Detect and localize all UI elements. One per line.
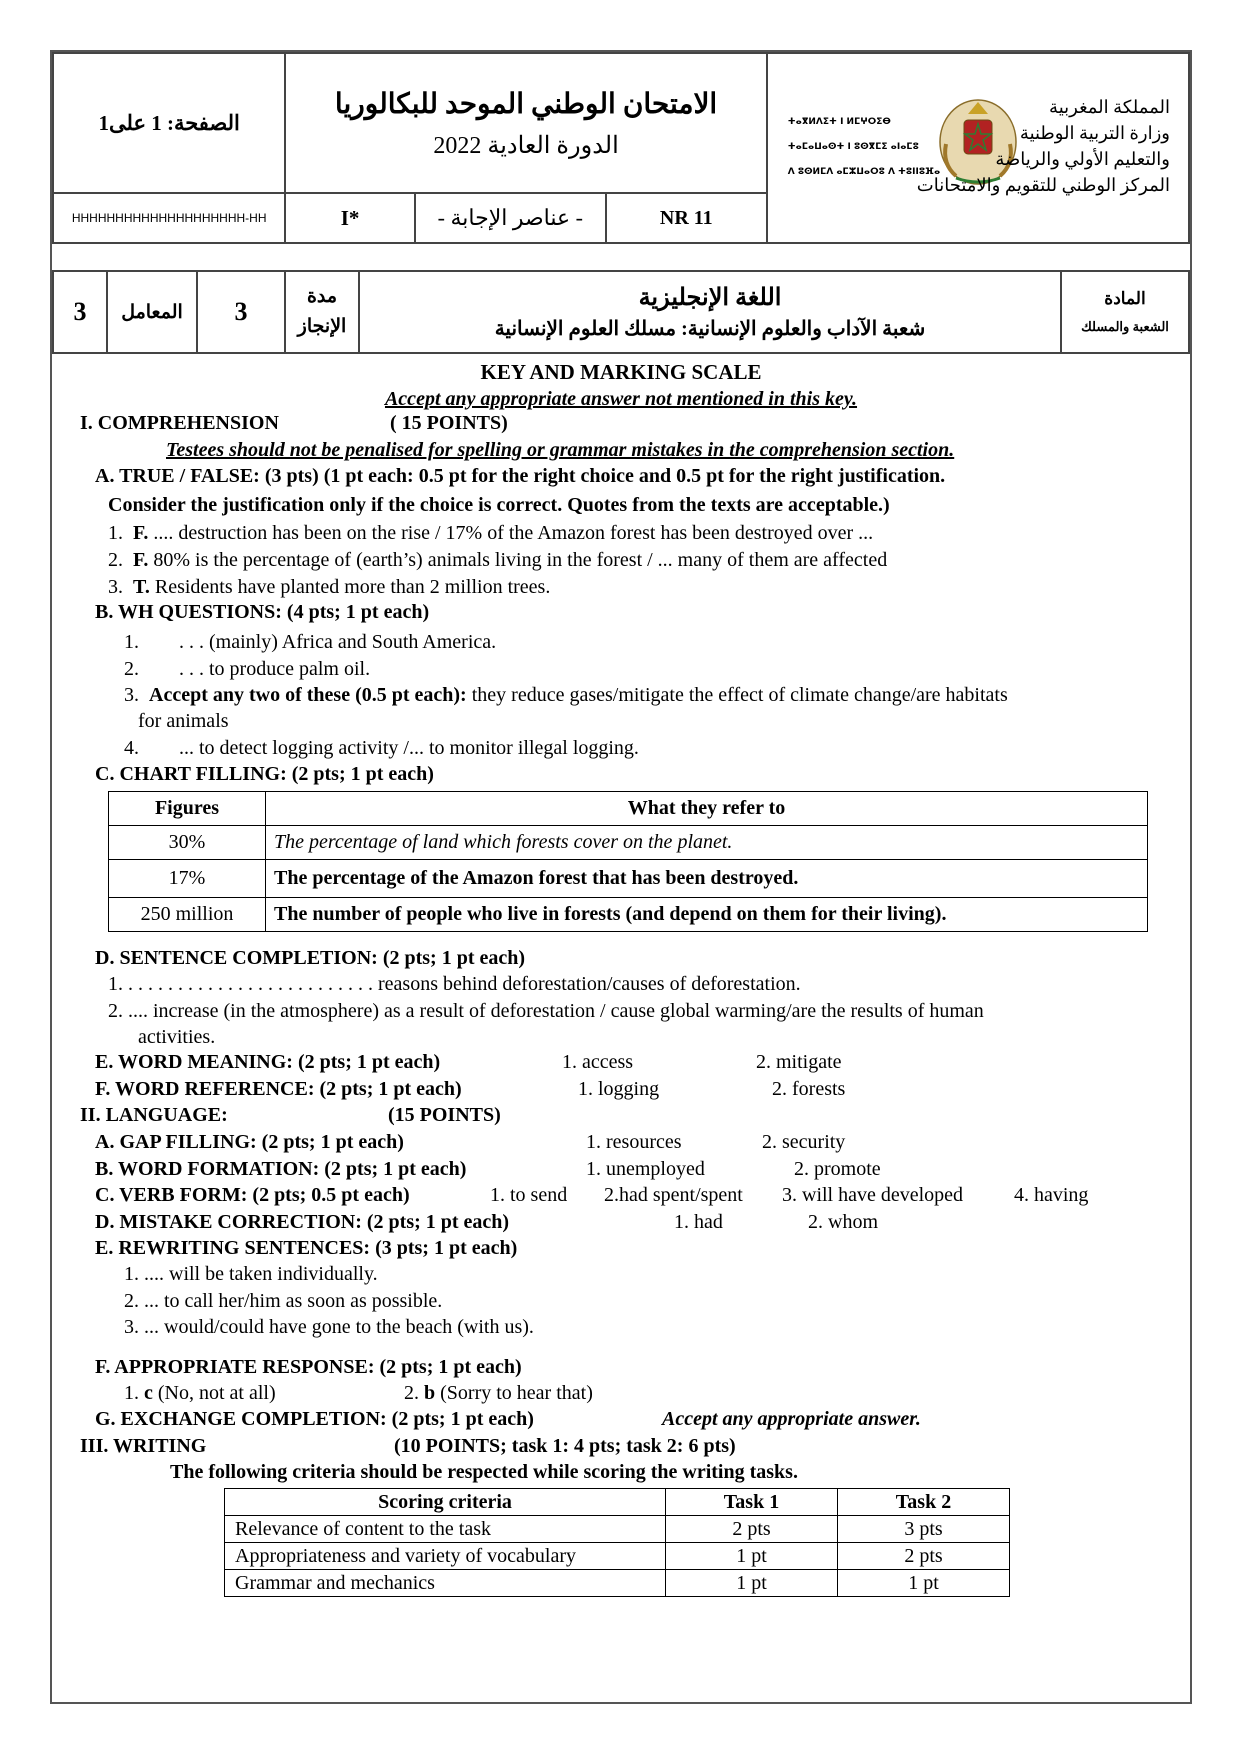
true-false-item-1: 1. F. .... destruction has been on the rise / 17% of the Amazon forest has been destroyed over ... [108,522,874,544]
score-header-criteria: Scoring criteria [225,1489,666,1516]
exam-code-hash: HHHHHHHHHHHHHHHHHHHH-HH [71,210,267,225]
true-false-item-2: 2. F. 80% is the percentage of (earth’s) animals living in the forest / ... many of them are affected [108,549,888,571]
section-3-points: (10 POINTS; task 1: 4 pts; task 2: 6 pts) [394,1435,736,1457]
appropriate-response-title: F. APPROPRIATE RESPONSE: (2 pts; 1 pt each) [95,1356,522,1378]
rewriting-title: E. REWRITING SENTENCES: (3 pts; 1 pt each) [95,1237,518,1259]
section-3-title: III. WRITING [80,1435,207,1457]
word-reference-title: F. WORD REFERENCE: (2 pts; 1 pt each) [95,1078,462,1100]
exchange-completion-title: G. EXCHANGE COMPLETION: (2 pts; 1 pt each) [95,1408,534,1430]
exam-session: الدورة العادية 2022 [433,132,619,159]
wh-item-4: 4. ... to detect logging activity /... to monitor illegal logging. [124,737,639,759]
answer-elements-label: - عناصر الإجابة - [437,205,583,230]
doc-title: KEY AND MARKING SCALE [480,360,762,384]
gap-filling-1: 1. resources [586,1131,682,1153]
subject-label: المادة [1104,289,1146,308]
wh-item-2: 2. . . . to produce palm oil. [124,658,371,680]
wh-item-3: 3. Accept any two of these (0.5 pt each): they reduce gases/mitigate the effect of climate change/are habitats [124,684,1008,706]
section-1-points: ( 15 POINTS) [390,412,508,434]
chart-row-ref: The percentage of the Amazon forest that has been destroyed. [266,860,1148,898]
word-formation-title: B. WORD FORMATION: (2 pts; 1 pt each) [95,1158,467,1180]
verb-form-3: 3. will have developed [782,1184,964,1206]
section-3-note: The following criteria should be respected while scoring the writing tasks. [170,1461,798,1483]
sentence-item-2-cont: activities. [138,1026,216,1048]
gap-filling-2: 2. security [762,1131,846,1153]
branch-name: شعبة الآداب والعلوم الإنسانية: مسلك العلوم الإنسانية [494,318,926,340]
chart-filling-title: C. CHART FILLING: (2 pts; 1 pt each) [95,763,434,785]
chart-row-figure: 17% [109,860,266,898]
word-meaning-title: E. WORD MEANING: (2 pts; 1 pt each) [95,1051,441,1073]
verb-form-2: 2.had spent/spent [604,1184,743,1206]
header-table [52,52,1190,244]
duration-value: 3 [234,297,248,326]
score-criterion: Grammar and mechanics [225,1570,666,1597]
gap-filling-title: A. GAP FILLING: (2 pts; 1 pt each) [95,1131,404,1153]
word-reference-2: 2. forests [772,1078,846,1100]
duration-label: مدة الإنجاز [297,286,347,337]
nr-code: NR 11 [659,206,713,229]
coefficient-label: المعامل [121,301,183,323]
section-1-title: I. COMPREHENSION [80,412,279,434]
word-meaning-2: 2. mitigate [756,1051,842,1073]
word-reference-1: 1. logging [578,1078,660,1100]
score-task1: 1 pt [666,1570,838,1597]
chart-table [108,791,1148,932]
score-criterion: Relevance of content to the task [225,1516,666,1543]
sentence-completion-title: D. SENTENCE COMPLETION: (2 pts; 1 pt each) [95,947,526,969]
score-header-task1: Task 1 [666,1489,838,1516]
score-header-task2: Task 2 [838,1489,1010,1516]
section-2-title: II. LANGUAGE: [80,1104,228,1126]
exam-title: الامتحان الوطني الموحد للبكالوريا [334,88,718,120]
exam-code-i: I* [340,205,360,230]
true-false-title: A. TRUE / FALSE: (3 pts) (1 pt each: 0.5 pt for the right choice and 0.5 pt for the right justification. [95,465,946,487]
rewriting-item-3: 3. ... would/could have gone to the beach (with us). [124,1316,534,1338]
score-task1: 2 pts [666,1516,838,1543]
chart-row-ref: The number of people who live in forests (and depend on them for their living). [266,898,1148,932]
ministry-header: المملكة المغربية وزارة التربية الوطنية والتعليم الأولي والرياضة المركز الوطني للتقويم والامتحانات [916,97,1170,195]
score-task1: 1 pt [666,1543,838,1570]
word-meaning-1: 1. access [562,1051,634,1073]
verb-form-1: 1. to send [490,1184,568,1206]
mistake-correction-2: 2. whom [808,1211,878,1233]
wh-item-3-cont: for animals [138,710,229,732]
appropriate-response-1: 1. c (No, not at all) [124,1382,276,1404]
subject-table [52,270,1190,354]
rewriting-item-2: 2. ... to call her/him as soon as possible. [124,1290,443,1312]
scoring-table [224,1488,1010,1597]
word-formation-2: 2. promote [794,1158,881,1180]
verb-form-4: 4. having [1014,1184,1089,1206]
rewriting-item-1: 1. .... will be taken individually. [124,1263,378,1285]
chart-row-ref: The percentage of land which forests cover on the planet. [266,826,1148,860]
tifinagh-header: ⵜⴰⴳⵍⴷⵉⵜ ⵏ ⵍⵎⵖⵔⵉⴱ ⵜⴰⵎⴰⵡⴰⵙⵜ ⵏ ⵓⵙⴳⵎⵉ ⴰⵏⴰⵎⵓ ⴷ ⵓⵙⵍⵎⴷ ⴰⵎⵣⵡⴰⵔⵓ ⴷ ⵜⵓⵏⵏⵓⴼⴰ [787,117,941,177]
exchange-completion-note: Accept any appropriate answer. [662,1408,921,1430]
mistake-correction-1: 1. had [674,1211,723,1233]
appropriate-response-2: 2. b (Sorry to hear that) [404,1382,593,1404]
word-formation-1: 1. unemployed [586,1158,705,1180]
section-2-points: (15 POINTS) [388,1104,501,1126]
sentence-item-1: 1. . . . . . . . . . . . . . . . . . . . . . . . . . reasons behind deforestation/causes of deforestation. [108,973,801,995]
score-task2: 1 pt [838,1570,1010,1597]
page-number: الصفحة: 1 على1 [98,110,240,135]
doc-subtitle: Accept any appropriate answer not mentioned in this key. [384,388,858,410]
score-criterion: Appropriateness and variety of vocabulary [225,1543,666,1570]
chart-header-refer: What they refer to [266,792,1148,826]
score-task2: 3 pts [838,1516,1010,1543]
wh-questions-title: B. WH QUESTIONS: (4 pts; 1 pt each) [95,601,430,623]
true-false-note: Consider the justification only if the choice is correct. Quotes from the texts are acceptable.) [108,494,890,516]
chart-header-figures: Figures [109,792,266,826]
branch-label: الشعبة والمسلك [1081,319,1169,334]
chart-row-figure: 30% [109,826,266,860]
mistake-correction-title: D. MISTAKE CORRECTION: (2 pts; 1 pt each) [95,1211,510,1233]
sentence-item-2: 2. .... increase (in the atmosphere) as a result of deforestation / cause global warming/are the results of human [108,1000,984,1022]
verb-form-title: C. VERB FORM: (2 pts; 0.5 pt each) [95,1184,410,1206]
coefficient-value: 3 [73,297,87,326]
subject-name: اللغة الإنجليزية [638,285,782,311]
score-task2: 2 pts [838,1543,1010,1570]
wh-item-1: 1. . . . (mainly) Africa and South America. [124,631,497,653]
section-1-note: Testees should not be penalised for spelling or grammar mistakes in the comprehension section. [166,439,955,461]
true-false-item-3: 3. T. Residents have planted more than 2 million trees. [108,576,551,598]
chart-row-figure: 250 million [109,898,266,932]
